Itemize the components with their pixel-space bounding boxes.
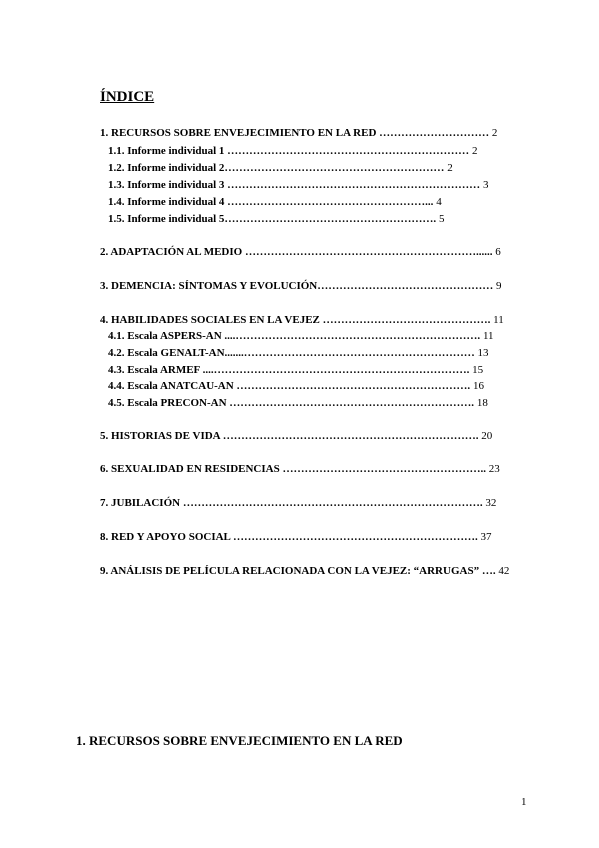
toc-entry-page: 3 — [482, 179, 489, 191]
toc-entry-text: 4.3. Escala ARMEF ....……………………………………………………………. — [108, 364, 470, 376]
toc-entry-text: 2. ADAPTACIÓN AL MEDIO ………………………………………………………...... — [100, 246, 493, 258]
toc-entry-page: 15 — [472, 364, 484, 376]
toc-entry-text: 4. HABILIDADES SOCIALES EN LA VEJEZ ………………………………………. — [100, 314, 491, 326]
toc-entry-text: 7. JUBILACIÓN ………………………………………………………………………. — [100, 497, 483, 509]
toc-entry-page: 9 — [496, 280, 502, 292]
toc-entry-1-1 — [108, 145, 477, 158]
toc-entry-page: 42 — [498, 565, 510, 577]
toc-entry-4-3 — [108, 364, 483, 377]
toc-entry-text: 4.4. Escala ANATCAU-AN ………………………………………………………. — [108, 380, 471, 392]
toc-entry-4-2 — [108, 347, 489, 360]
toc-entry-page: 4 — [436, 196, 442, 208]
toc-entry-page: 20 — [481, 430, 493, 442]
toc-entry-4 — [100, 314, 504, 327]
toc-entry-1-3 — [108, 179, 488, 192]
toc-entry-text: 1.2. Informe individual 2…………………………………………………… — [108, 162, 445, 174]
toc-entry-7 — [100, 497, 496, 510]
toc-entry-text: 1.5. Informe individual 5…………………………………………………. — [108, 213, 437, 225]
toc-entry-page: 2 — [447, 162, 453, 174]
toc-entry-1-5 — [108, 213, 444, 226]
toc-entry-page: 16 — [472, 380, 484, 392]
toc-entry-text: 4.2. Escala GENALT-AN.......……………………………………………………… — [108, 347, 475, 359]
toc-entry-1-4 — [108, 196, 442, 209]
toc-entry-page: 32 — [485, 497, 497, 509]
toc-entry-text: 9. ANÁLISIS DE PELÍCULA RELACIONADA CON LA VEJEZ: “ARRUGAS” …. — [100, 565, 496, 577]
toc-entry-4-5 — [108, 397, 488, 410]
toc-entry-text: 4.1. Escala ASPERS-AN ....…………………………………………………………. — [108, 330, 481, 342]
toc-entry-page: 11 — [493, 314, 504, 326]
toc-entry-text: 6. SEXUALIDAD EN RESIDENCIAS ……………………………………………….. — [100, 463, 486, 475]
toc-entry-page: 6 — [495, 246, 501, 258]
toc-entry-6 — [100, 463, 500, 476]
toc-title: ÍNDICE — [100, 89, 155, 105]
toc-entry-text: 1.3. Informe individual 3 …………………………………………………………… — [108, 179, 481, 191]
toc-entry-page: 13 — [477, 347, 489, 359]
toc-entry-page: 2 — [471, 145, 478, 157]
toc-entry-page: 23 — [488, 463, 500, 475]
section-heading: 1. RECURSOS SOBRE ENVEJECIMIENTO EN LA RED — [76, 733, 403, 748]
toc-entry-page: 5 — [438, 213, 445, 225]
toc-entry-2 — [100, 246, 501, 259]
page-number: 1 — [521, 796, 527, 808]
toc-entry-text: 1.4. Informe individual 4 ………………………………………………... — [108, 196, 434, 208]
toc-entry-text: 3. DEMENCIA: SÍNTOMAS Y EVOLUCIÓN………………………………………… — [100, 280, 494, 292]
toc-entry-1 — [100, 127, 497, 140]
toc-entry-page: 18 — [476, 397, 488, 409]
toc-entry-4-1 — [108, 330, 494, 343]
toc-entry-text: 1. RECURSOS SOBRE ENVEJECIMIENTO EN LA RED ………………………… — [100, 127, 490, 139]
toc-entry-text: 5. HISTORIAS DE VIDA ……………………………………………………………. — [100, 430, 479, 442]
toc-entry-text: 8. RED Y APOYO SOCIAL …………………………………………………………. — [100, 531, 478, 543]
toc-entry-text: 4.5. Escala PRECON-AN …………………………………………………………. — [108, 397, 475, 409]
toc-entry-3 — [100, 280, 502, 293]
toc-entry-4-4 — [108, 380, 484, 393]
toc-entry-page: 11 — [482, 330, 494, 342]
toc-entry-1-2 — [108, 162, 453, 175]
toc-entry-page: 2 — [491, 127, 498, 139]
toc-entry-8 — [100, 531, 492, 544]
toc-entry-5 — [100, 430, 492, 443]
toc-entry-9 — [100, 565, 509, 578]
toc-entry-page: 37 — [480, 531, 492, 543]
toc-entry-text: 1.1. Informe individual 1 ………………………………………………………… — [108, 145, 470, 157]
